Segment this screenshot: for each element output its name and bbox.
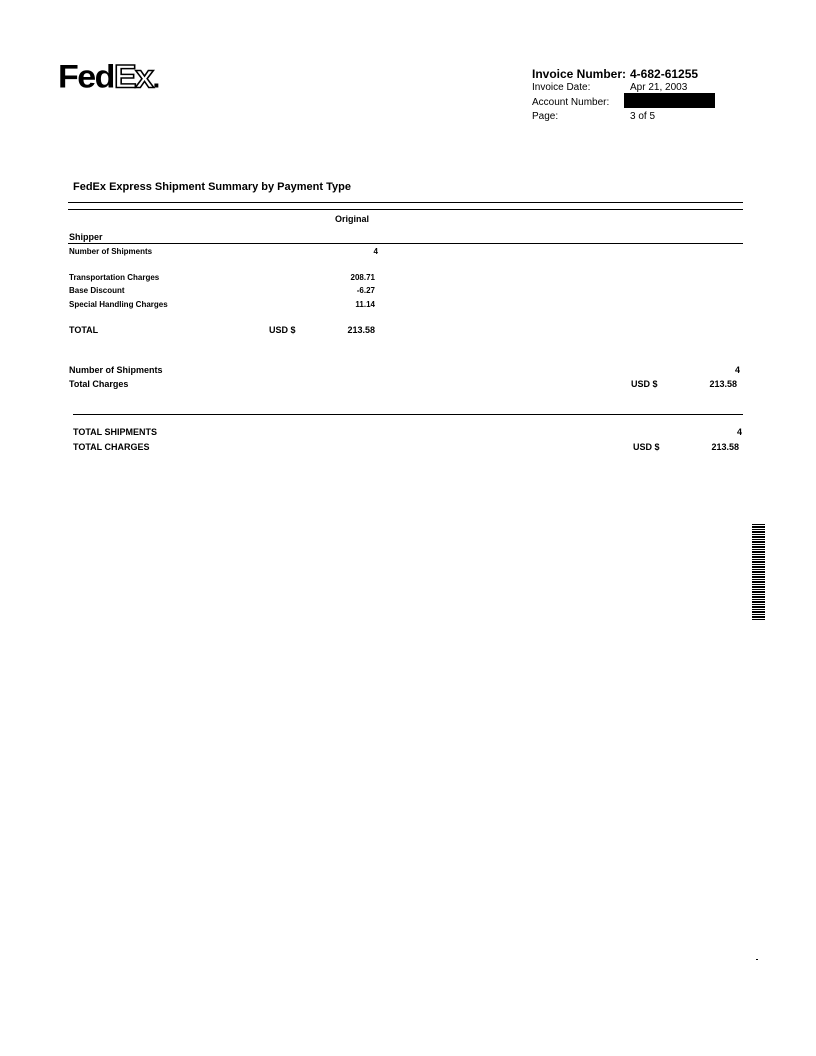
- row-label-shipments: Number of Shipments: [69, 247, 153, 256]
- grand-total-rule: [73, 414, 743, 415]
- invoice-date-label: Invoice Date:: [532, 82, 591, 93]
- page-label: Page:: [532, 111, 559, 122]
- logo-ex: Ex: [113, 58, 153, 96]
- header-rule-top: [68, 202, 743, 203]
- grand-charges-currency: USD $: [633, 442, 660, 452]
- row-value-special-handling: 11.14: [355, 300, 375, 309]
- logo-dot: .: [152, 63, 159, 94]
- grand-charges-label: TOTAL CHARGES: [73, 442, 150, 452]
- grand-shipments-label: TOTAL SHIPMENTS: [73, 427, 158, 437]
- grand-charges-value: 213.58: [711, 442, 739, 452]
- subtotal-shipments-label: Number of Shipments: [69, 365, 163, 375]
- account-number-label: Account Number:: [532, 97, 610, 108]
- invoice-number-value: 4-682-61255: [630, 67, 699, 81]
- row-value-shipments: 4: [373, 247, 378, 256]
- row-label-base-discount: Base Discount: [69, 286, 125, 295]
- invoice-number-label: Invoice Number:: [532, 67, 627, 81]
- row-label-transportation: Transportation Charges: [69, 273, 160, 282]
- group-label-shipper: Shipper: [69, 232, 103, 242]
- subtotal-charges-value: 213.58: [709, 379, 737, 389]
- grand-shipments-value: 4: [736, 427, 742, 437]
- column-header-original: Original: [335, 214, 370, 224]
- subtotal-shipments-value: 4: [734, 365, 740, 375]
- summary-title: FedEx Express Shipment Summary by Payment Type: [73, 181, 351, 193]
- logo-fed: Fed: [58, 58, 114, 96]
- fedex-logo: [58, 58, 159, 98]
- total-currency: USD $: [269, 325, 296, 335]
- total-value: 213.58: [347, 325, 375, 335]
- account-number-redaction: [624, 93, 715, 108]
- page-value: 3 of 5: [630, 111, 656, 122]
- subtotal-charges-label: Total Charges: [69, 379, 129, 389]
- barcode: [752, 524, 765, 621]
- row-value-base-discount: -6.27: [356, 286, 375, 295]
- subtotal-charges-currency: USD $: [631, 379, 658, 389]
- header-rule-bottom: [68, 209, 743, 210]
- shipper-rule: [68, 243, 743, 244]
- row-value-transportation: 208.71: [350, 273, 375, 282]
- row-label-special-handling: Special Handling Charges: [69, 300, 168, 309]
- invoice-date-value: Apr 21, 2003: [630, 82, 688, 93]
- total-label: TOTAL: [69, 325, 99, 335]
- page-mark: [756, 959, 758, 960]
